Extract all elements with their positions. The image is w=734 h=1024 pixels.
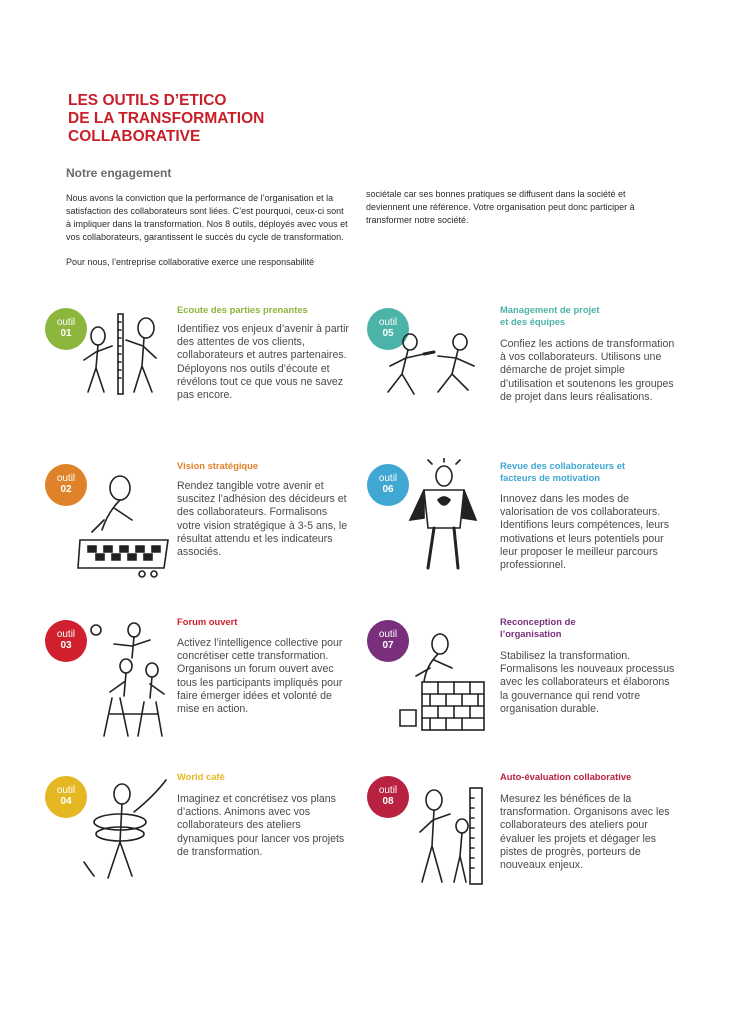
intro-column-2 bbox=[366, 188, 642, 239]
tool-07-label: outil bbox=[378, 629, 398, 640]
tool-03-description: Activez l’intelligence collective pour concrétiser cette transformation. Organisons un forum ouvert avec tous les participants impliqués pour faire émerger idées et volonté de mise en action. bbox=[177, 637, 343, 716]
tool-05-number: 05 bbox=[382, 328, 394, 339]
intro-paragraph-2: Pour nous, l’entreprise collaborative exerce une responsabilité bbox=[66, 257, 315, 267]
tool-07-description: Stabilisez la transformation. Formalisons les nouveaux processus avec les collaborateurs et élaborons la gouvernance qui rend votre organisation durable. bbox=[500, 650, 675, 715]
tool-04-number: 04 bbox=[60, 796, 72, 807]
tool-06-title-line-1: Revue des collaborateurs et bbox=[500, 460, 626, 471]
intro-column-1 bbox=[66, 192, 348, 281]
tool-05-title-line-1: Management de projet bbox=[500, 304, 600, 315]
tool-06-number: 06 bbox=[382, 484, 394, 495]
tool-02-number: 02 bbox=[60, 484, 72, 495]
tool-04-label: outil bbox=[56, 785, 76, 796]
tool-01-description: Identifiez vos enjeux d’avenir à partir des attentes de vos clients, collaborateurs et autres partenaires. Déployons nos outils d’écoute et révélons tout ce que vous ne savez pas encore. bbox=[177, 323, 349, 402]
tool-03-label: outil bbox=[56, 629, 76, 640]
tool-08-badge bbox=[367, 776, 409, 818]
juggler-figure-icon bbox=[74, 776, 170, 884]
title-line-2: DE LA TRANSFORMATION bbox=[68, 110, 265, 127]
tool-08-description: Mesurez les bénéfices de la transformation. Organisons avec les collaborateurs des ateliers pour évaluer les projets et dégager les pistes de progrès, porteurs de nouveaux enjeux. bbox=[500, 793, 670, 872]
tool-06-description: Innovez dans les modes de valorisation de vos collaborateurs. Identifions leurs compétences, leurs motivations et leurs potentiels pour leur proposer le meilleur parcours professionnel. bbox=[500, 493, 669, 572]
tool-02-title: Vision stratégique bbox=[177, 460, 259, 471]
tool-03-badge bbox=[45, 620, 87, 662]
measuring-tape-figures-icon bbox=[76, 306, 172, 402]
intro-paragraph-3: sociétale car ses bonnes pratiques se diffusent dans la société et deviennent une référence. Votre organisation peut donc participer à transformer notre société. bbox=[366, 189, 635, 225]
tool-07-number: 07 bbox=[382, 640, 394, 651]
tool-08-title: Auto-évaluation collaborative bbox=[500, 771, 632, 782]
tool-05-title bbox=[500, 304, 600, 328]
tool-05-description: Confiez les actions de transformation à vos collaborateurs. Utilisons une démarche de projet simple d’utilisation et soutenons les groupes de projet dans leurs réalisations. bbox=[500, 338, 675, 403]
tool-03-title: Forum ouvert bbox=[177, 616, 238, 627]
tool-01-title: Ecoute des parties prenantes bbox=[177, 304, 308, 315]
tool-04-description: Imaginez et concrétisez vos plans d’actions. Animons avec vos collaborateurs des ateliers dynamiques pour lancer vos projets de transformation. bbox=[177, 793, 345, 858]
intro-paragraph-1: Nous avons la conviction que la performance de l’organisation et la satisfaction des collaborateurs sont liées. C’est pourquoi, ceux-ci sont à impliquer dans la transformation. Nos 8 outils, déployés avec vous et vos collaborateurs, garantissent le succès du cycle de transformation. bbox=[66, 193, 348, 242]
brick-wall-builder-icon bbox=[396, 630, 492, 734]
height-measure-figures-icon bbox=[404, 786, 498, 886]
title-line-3: COLLABORATIVE bbox=[68, 128, 201, 145]
tool-06-title-line-2: facteurs de motivation bbox=[500, 472, 601, 483]
chess-figure-icon bbox=[74, 468, 174, 578]
superhero-figure-icon bbox=[402, 458, 482, 576]
tool-06-title bbox=[500, 460, 625, 484]
tool-07-title bbox=[500, 616, 576, 640]
section-subtitle: Notre engagement bbox=[66, 166, 172, 180]
tool-03-number: 03 bbox=[60, 640, 72, 651]
tool-02-label: outil bbox=[56, 473, 76, 484]
tool-07-title-line-1: Reconception de bbox=[500, 616, 576, 627]
page-title bbox=[68, 92, 264, 146]
tool-05-title-line-2: et des équipes bbox=[500, 316, 566, 327]
tool-05-label: outil bbox=[378, 317, 398, 328]
tool-04-title: World café bbox=[177, 771, 225, 782]
tool-08-label: outil bbox=[378, 785, 398, 796]
relay-runners-icon bbox=[374, 330, 494, 410]
tool-07-title-line-2: l’organisation bbox=[500, 628, 562, 639]
tool-08-number: 08 bbox=[382, 796, 394, 807]
tool-01-number: 01 bbox=[60, 328, 72, 339]
title-line-1: LES OUTILS D’ETICO bbox=[68, 92, 227, 109]
tool-06-label: outil bbox=[378, 473, 398, 484]
human-pyramid-icon bbox=[90, 618, 174, 742]
tool-01-label: outil bbox=[56, 317, 76, 328]
tool-02-description: Rendez tangible votre avenir et suscitez l’adhésion des décideurs et des collaborateurs. Formalisons votre vision stratégique à 3-5 ans, le résultat attendu et les indicateurs associés. bbox=[177, 480, 348, 559]
